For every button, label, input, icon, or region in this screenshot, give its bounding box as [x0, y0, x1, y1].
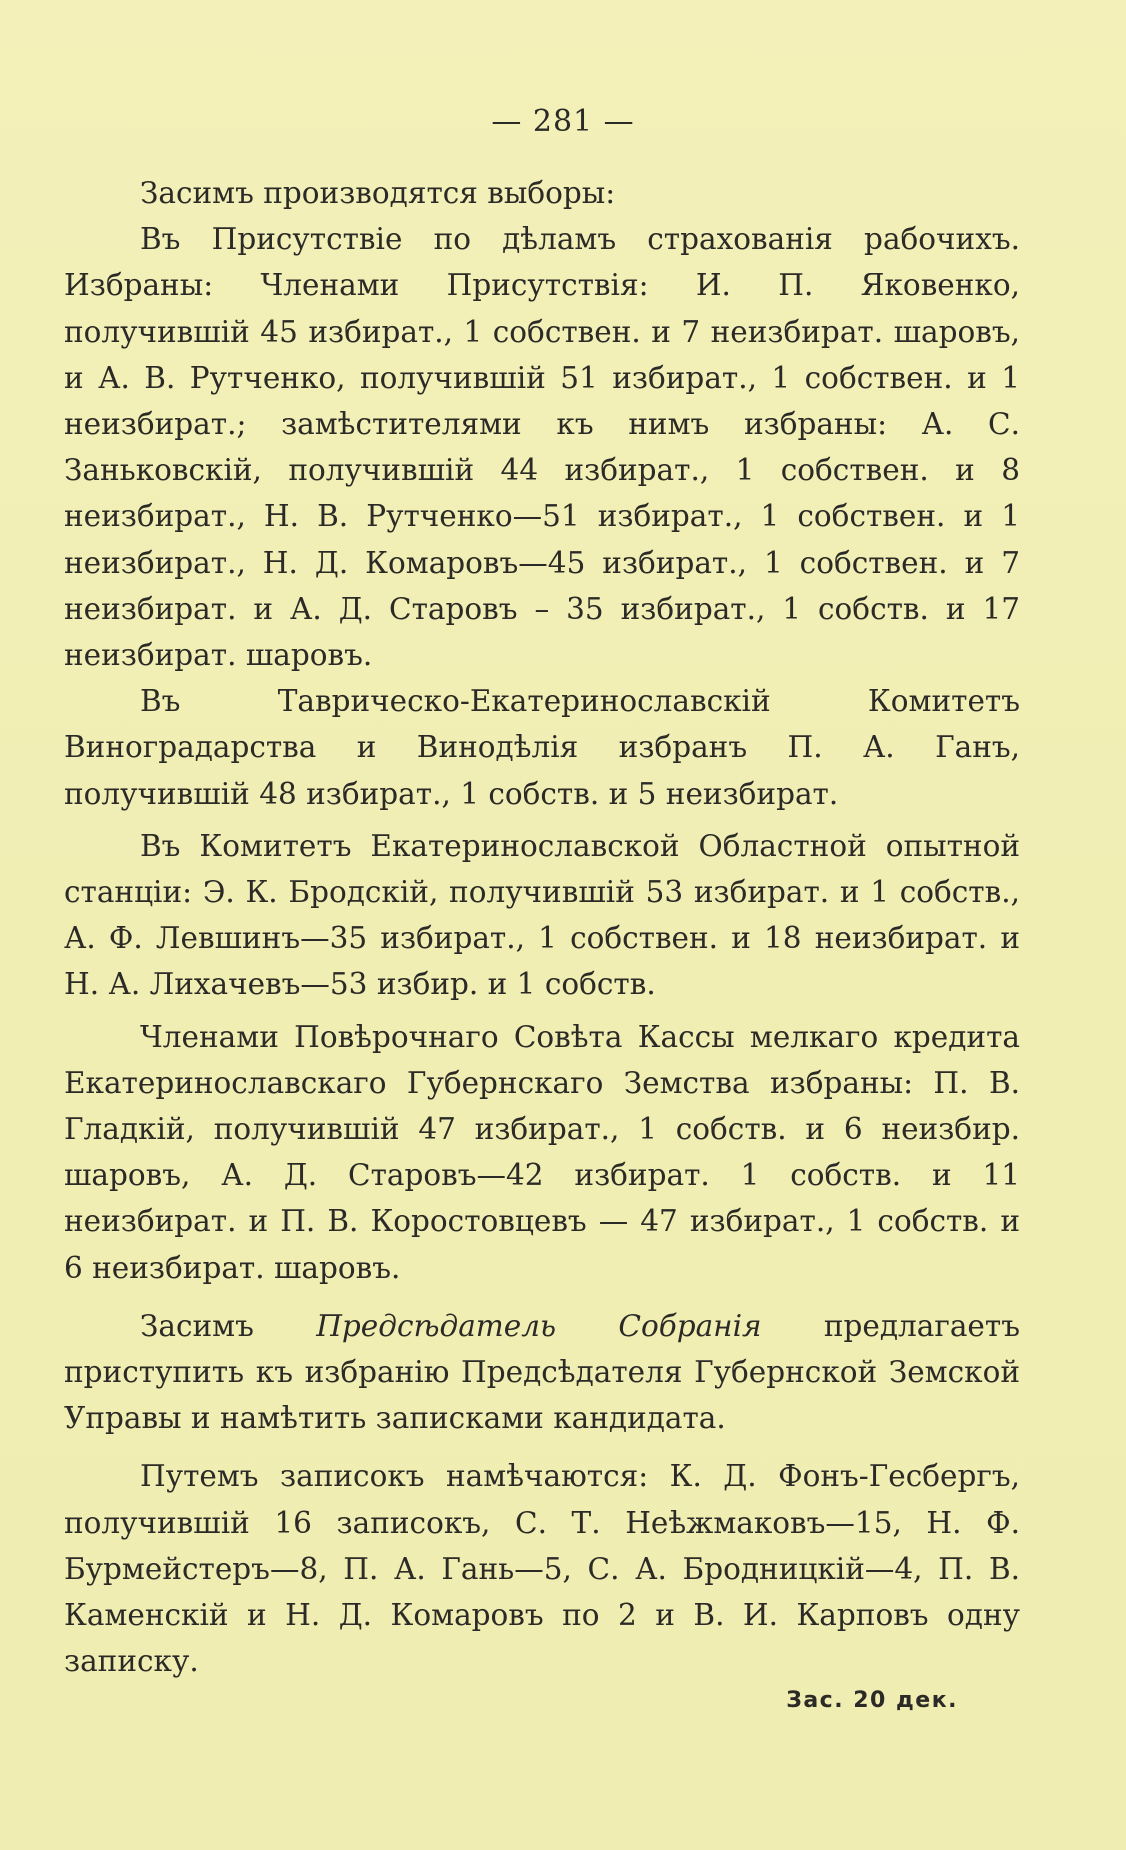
body-text [64, 170, 1020, 1685]
paragraph-chairman-start: Засимъ [140, 1308, 254, 1343]
chairman-title-italic: Предсѣдатель Собранія [316, 1308, 762, 1343]
paragraph-chairman-proposal [64, 1303, 1020, 1442]
paragraph-viticulture-committee: Въ Таврическо-Екатеринославскій Комитетъ Виноградарства и Винодѣлія избранъ П. А. Ганъ, получившій 48 избират., 1 собств. и 5 неизбират. [64, 684, 1020, 811]
paragraph-nominations: Путемъ записокъ намѣчаются: К. Д. Фонъ-Гесбергъ, получившій 16 записокъ, С. Т. Неѣжмаковъ—15, Н. Ф. Бурмейстеръ—8, П. А. Гань—5, С. А. Бродницкій—4, П. В. Каменскій и Н. Д. Комаровъ по 2 и В. И. Карповъ одну записку. [64, 1459, 1020, 1679]
paragraph-experimental-station: Въ Комитетъ Екатеринославской Областной опытной станціи: Э. К. Бродскій, получившій 53 избират. и 1 собств., А. Ф. Левшинъ—35 избират., 1 собствен. и 18 неизбират. и Н. А. Лихачевъ—53 избир. и 1 собств. [64, 828, 1020, 1002]
footer-signature: Зас. 20 дек. [786, 1688, 958, 1713]
page-number: — 281 — [491, 104, 635, 139]
paragraph-credit-council: Членами Повѣрочнаго Совѣта Кассы мелкаго кредита Екатеринославскаго Губернскаго Земства избраны: П. В. Гладкій, получившій 47 избират., 1 собств. и 6 неизбир. шаровъ, А. Д. Старовъ—42 избират. 1 собств. и 11 неизбират. и П. В. Коростовцевъ — 47 избират., 1 собств. и 6 неизбират. шаровъ. [64, 1019, 1020, 1285]
paragraph-elections-intro: Засимъ производятся выборы: [140, 176, 616, 210]
paragraph-chairman-end: предлагаетъ приступить къ избранію Предсѣдателя Губернской Земской Управы и намѣтить записками кандидата. [64, 1308, 1020, 1436]
paragraph-insurance-presence: Въ Присутствіе по дѣламъ страхованія рабочихъ. Избраны: Членами Присутствія: И. П. Яковенко, получившій 45 избират., 1 собствен. и 7 неизбират. шаровъ, и А. В. Рутченко, получившій 51 избират., 1 собствен. и 1 неизбират.; замѣстителями къ нимъ избраны: А. С. Заньковскій, получившій 44 избират., 1 собствен. и 8 неизбират., Н. В. Рутченко—51 избират., 1 собствен. и 1 неизбират., Н. Д. Комаровъ—45 избират., 1 собствен. и 7 неизбират. и А. Д. Старовъ – 35 избират., 1 собств. и 17 неизбират. шаровъ. [64, 222, 1020, 673]
